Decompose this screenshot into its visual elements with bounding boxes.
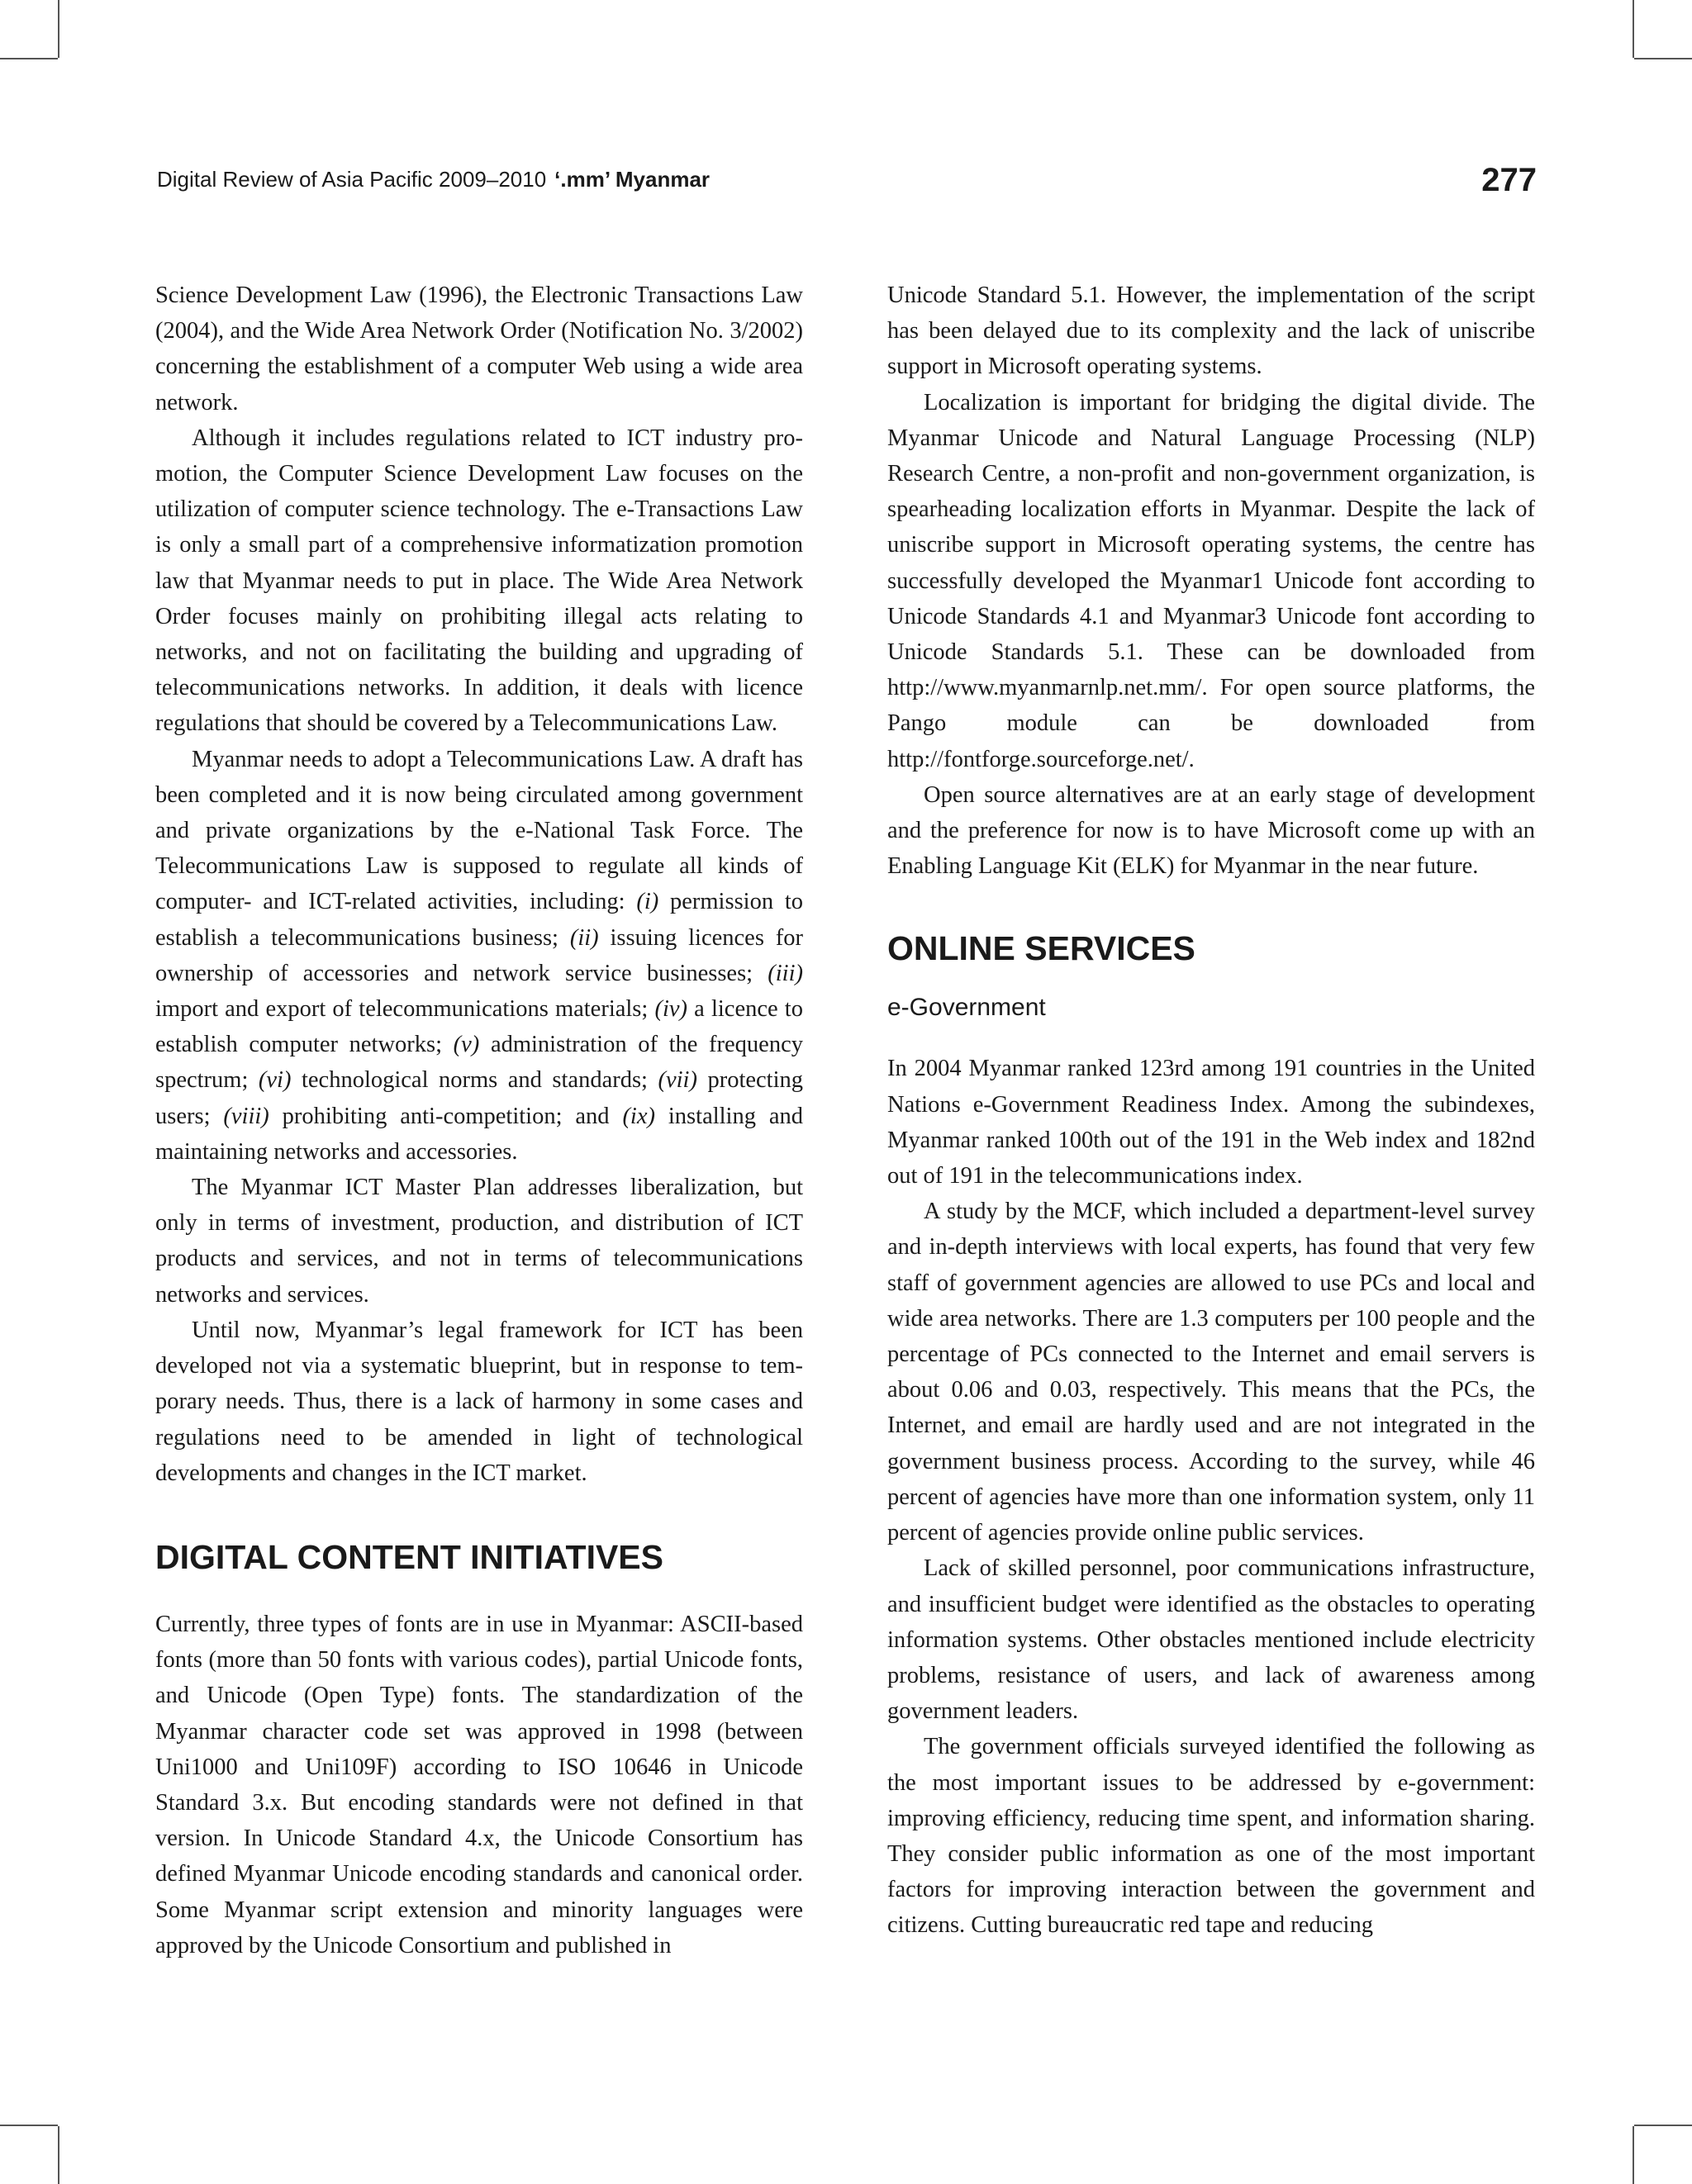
list-marker: (iv) (654, 996, 688, 1023)
paragraph: Localization is important for bridging the digital divide. The Myanmar Unicode and Natural Language Processing (NLP) Research Centre, a non-profit and non-government organization, is spearheading localization efforts in Myanmar. Despite the lack of uniscribe support in Microsoft operating systems, the centre has successfully developed the Myanmar1 Unicode font according to Unicode Standards 4.1 and Myanmar3 Unicode font according to Unicode Standards 5.1. These can be downloaded from http://www.myanmarnlp.net.mm/. For open source platforms, the Pango module can be downloaded from http://fontforge.sourceforge.net/. (887, 389, 1535, 772)
text-run: technological norms and standards; (291, 1067, 658, 1094)
text-run: import and export of telecommunications materials; (155, 996, 655, 1023)
text-run: issuing licences for ownership of accessories and network service businesses; (155, 924, 803, 986)
paragraph: Open source alternatives are at an early stage of development and the preference for now is to have Microsoft come up with an Enabling Language Kit (ELK) for Myanmar in the near future. (887, 781, 1535, 880)
publication-title: Digital Review of Asia Pacific 2009–2010 (157, 167, 547, 192)
text-run: prohibiting anti-competition; and (269, 1103, 623, 1129)
crop-mark (1633, 2126, 1634, 2184)
paragraph: The Myanmar ICT Master Plan addresses liberalization, but only in terms of investment, production, and distribution of ICT products and services, and not in terms of telecommunications networks and services. (155, 1175, 803, 1308)
list-marker: (vi) (258, 1067, 292, 1094)
paragraph: Until now, Myanmar’s legal framework for ICT has been developed not via a systematic blueprint, but in response to temporary needs. Thus, there is a lack of harmony in some cases and regulations need to be amended in light of technological developments and changes in the ICT market. (155, 1317, 803, 1486)
crop-mark (0, 58, 58, 59)
text-run: Myanmar needs to adopt a Telecommunications Law. A draft has been completed and it is now being circulated among government and private organizations by the e-National Task Force. The Telecommunications Law is supposed to regulate all kinds of computer- and ICT-related activities, including: (155, 746, 803, 915)
text-run: installing and maintaining networks and accessories. (155, 1103, 804, 1165)
section-heading-digital-content: DIGITAL CONTENT INITIATIVES (155, 1537, 663, 1576)
running-header (157, 162, 1537, 211)
paragraph: Unicode Standard 5.1. However, the implementation of the script has been delayed due to its complexity and the lack of uniscribe support in Microsoft operating systems. (887, 282, 1535, 380)
chapter-title: ‘.mm’ Myanmar (554, 167, 711, 192)
paragraph: Science Development Law (1996), the Electronic Transactions Law (2004), and the Wide Area Network Order (Notification No. 3/2002) concerning the establishment of a computer Web using a wide area network. (155, 282, 803, 415)
paragraph: Although it includes regulations related to ICT industry promotion, the Computer Science Development Law focuses on the utilization of computer science technology. The e-Transactions Law is only a small part of a comprehensive informatization promotion law that Myanmar needs to put in place. The Wide Area Network Order focuses mainly on prohibiting illegal acts relating to networks, and not on facilitating the building and upgrading of telecommunications networks. In addition, it deals with licence regulations that should be covered by a Telecommunications Law. (155, 425, 803, 737)
paragraph-telecom-law (155, 742, 803, 1170)
crop-mark (58, 0, 59, 58)
crop-mark (1634, 58, 1692, 59)
text-run: permission to establish a telecommunications business; (155, 889, 803, 951)
page-number: 277 (1481, 162, 1537, 198)
crop-mark (1633, 0, 1634, 58)
list-marker: (v) (453, 1032, 480, 1058)
paragraph: The government officials surveyed identified the following as the most important issues to be addressed by e-government: improving efficiency, reducing time spent, and information sharing. They consider public information as one of the most important factors for improving interaction between the government and citizens. Cutting bureaucratic red tape and reducing (887, 1734, 1535, 1939)
list-marker: (ix) (622, 1103, 655, 1129)
list-marker: (ii) (569, 924, 599, 951)
crop-mark (0, 2125, 58, 2126)
paragraph: Lack of skilled personnel, poor communications infrastructure, and insufficient budget were identified as the obstacles to operating information systems. Other obstacles mentioned include electricity problems, resistance of users, and lack of awareness among government leaders. (887, 1555, 1535, 1725)
paragraph: A study by the MCF, which included a department-level survey and in-depth interviews with local experts, has found that very few staff of government agencies are allowed to use PCs and local and wide area networks. There are 1.3 computers per 100 people and the percentage of PCs connected to the Internet and email servers is about 0.06 and 0.03, respectively. This means that the PCs, the Internet, and email are hardly used and are not integrated in the government business process. According to the survey, while 46 percent of agencies have more than one information system, only 11 percent of agencies provide online public services. (887, 1199, 1535, 1546)
list-marker: (iii) (768, 960, 803, 986)
list-marker: (i) (636, 889, 659, 915)
subsection-heading-e-government: e-Government (887, 994, 1046, 1022)
right-column (887, 278, 1535, 1944)
section-heading-online-services: ONLINE SERVICES (887, 929, 1195, 968)
paragraph: In 2004 Myanmar ranked 123rd among 191 countries in the United Nations e-Government Readiness Index. Among the subindexes, Myanmar ranked 100th out of the 191 in the Web index and 182nd out of 191 in the telecommunications index. (887, 1056, 1535, 1189)
crop-mark (58, 2126, 59, 2184)
running-title (157, 167, 710, 192)
list-marker: (vii) (658, 1067, 697, 1094)
text-run: protecting users; (155, 1067, 804, 1129)
crop-mark (1634, 2125, 1692, 2126)
list-marker: (viii) (223, 1103, 269, 1129)
left-column (155, 278, 803, 1963)
text-run: administration of the frequency spectrum; (155, 1032, 803, 1094)
paragraph: Currently, three types of fonts are in use in Myanmar: ASCII-based fonts (more than 50 fonts with various codes), partial Unicode fonts, and Unicode (Open Type) fonts. The standardization of the Myanmar character code set was approved in 1998 (between Uni1000 and Uni109F) according to ISO 10646 in Unicode Standard 3.x. But encoding standards were not defined in that version. In Unicode Standard 4.x, the Unicode Consortium has defined Myanmar Unicode encoding standards and canonical order. Some Myanmar script extension and minority languages were approved by the Unicode Consortium and published in (155, 1611, 803, 1958)
text-run: a licence to establish computer networks; (155, 996, 803, 1058)
